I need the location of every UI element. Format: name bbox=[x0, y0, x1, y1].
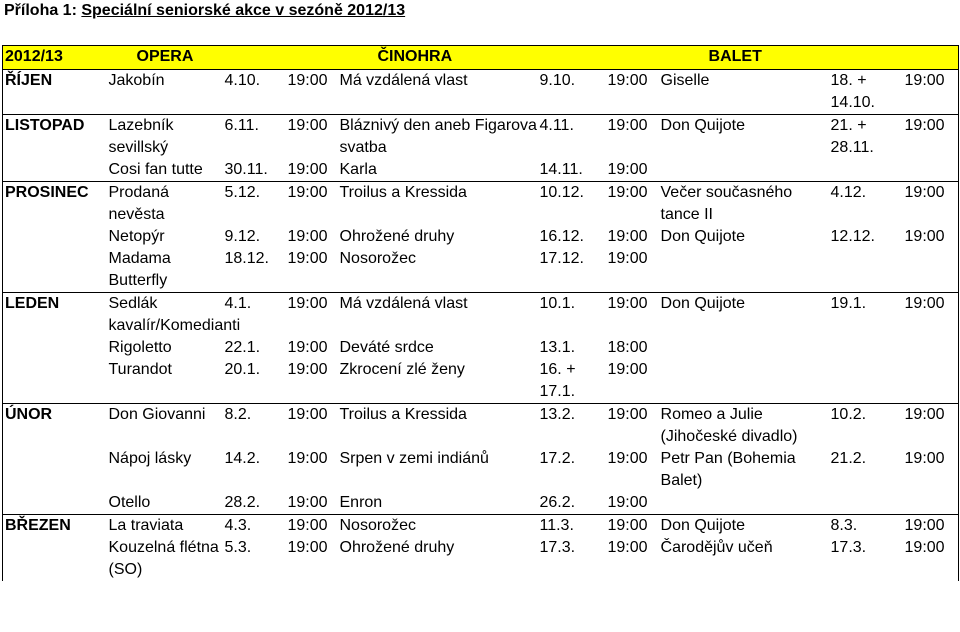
header-opera: OPERA bbox=[107, 46, 338, 70]
o-title-cell: Nápoj lásky bbox=[108, 450, 192, 467]
title-main: Speciální seniorské akce v sezóně 2012/13 bbox=[81, 2, 406, 19]
o-title-cell: Otello bbox=[108, 494, 151, 511]
b-time-cell: 19:00 bbox=[903, 226, 959, 248]
month-cell: ÚNOR bbox=[3, 404, 107, 449]
table-row bbox=[3, 248, 959, 293]
c-title-cell: Troilus a Kressida bbox=[338, 182, 538, 227]
o-title-cell: Madama Butterfly bbox=[108, 250, 171, 289]
c-time-cell: 19:00 bbox=[607, 250, 648, 267]
c-title-cell: Nosorožec bbox=[338, 515, 538, 538]
b-time-cell: 19:00 bbox=[903, 70, 959, 115]
c-title-cell: Zkrocení zlé ženy bbox=[339, 361, 465, 378]
b-time-cell: 19:00 bbox=[903, 404, 959, 449]
o-date-cell: 4.1. bbox=[223, 293, 286, 338]
b-date-cell bbox=[829, 159, 903, 182]
c-date-cell: 10.1. bbox=[538, 293, 606, 338]
table-row bbox=[3, 537, 959, 581]
b-title-cell: Čarodějův učeň bbox=[660, 539, 773, 556]
c-title-cell: Ohrožené druhy bbox=[339, 539, 455, 556]
c-date-cell: 10.12. bbox=[538, 182, 606, 227]
table-row bbox=[3, 293, 959, 338]
c-time-cell: 19:00 bbox=[606, 115, 659, 160]
c-date-cell: 16.12. bbox=[539, 228, 584, 245]
c-time-cell: 19:00 bbox=[606, 293, 659, 338]
table-row bbox=[3, 70, 959, 115]
o-title-cell: La traviata bbox=[107, 515, 223, 538]
o-time-cell: 19:00 bbox=[287, 228, 328, 245]
c-time-cell: 19:00 bbox=[606, 515, 659, 538]
month-cell bbox=[3, 226, 107, 248]
header-cinohra: ČINOHRA bbox=[338, 46, 659, 70]
o-time-cell: 19:00 bbox=[286, 404, 338, 449]
b-title-cell: Petr Pan (Bohemia Balet) bbox=[660, 450, 796, 489]
c-time-cell: 18:00 bbox=[607, 339, 648, 356]
o-time-cell: 19:00 bbox=[287, 450, 328, 467]
o-date-cell: 20.1. bbox=[224, 361, 261, 378]
c-time-cell: 19:00 bbox=[607, 361, 648, 378]
month-cell bbox=[3, 159, 107, 182]
c-time-cell: 19:00 bbox=[607, 539, 648, 556]
table-row bbox=[3, 404, 959, 449]
month-cell bbox=[3, 537, 107, 581]
o-title-cell: Kouzelná flétna (SO) bbox=[108, 539, 219, 578]
b-time-cell bbox=[903, 159, 959, 182]
b-time-cell: 19:00 bbox=[903, 515, 959, 538]
o-date-cell: 8.2. bbox=[223, 404, 286, 449]
b-title-cell: Don Quijote bbox=[659, 115, 829, 160]
b-title-cell: Večer současného tance II bbox=[659, 182, 829, 227]
o-title-cell: Jakobín bbox=[107, 70, 223, 115]
b-title-cell: Romeo a Julie (Jihočeské divadlo) bbox=[659, 404, 829, 449]
o-date-cell: 4.3. bbox=[223, 515, 286, 538]
c-date-cell: 9.10. bbox=[538, 70, 606, 115]
c-date-cell: 16. + 17.1. bbox=[539, 361, 576, 400]
o-date-cell: 4.10. bbox=[223, 70, 286, 115]
c-title-cell: Má vzdálená vlast bbox=[338, 70, 538, 115]
b-time-cell: 19:00 bbox=[903, 448, 959, 492]
b-title-cell: Don Quijote bbox=[659, 515, 829, 538]
table-row bbox=[3, 515, 959, 538]
month-cell: LEDEN bbox=[3, 293, 107, 338]
o-title-cell: Rigoletto bbox=[108, 339, 172, 356]
o-date-cell: 18.12. bbox=[224, 250, 269, 267]
b-title-cell bbox=[659, 159, 829, 182]
b-date-cell: 18. + 14.10. bbox=[829, 70, 903, 115]
b-date-cell: 8.3. bbox=[829, 515, 903, 538]
table-row bbox=[3, 115, 959, 160]
o-title-cell: Netopýr bbox=[108, 228, 165, 245]
b-date-cell: 19.1. bbox=[829, 293, 903, 338]
o-date-cell: 22.1. bbox=[224, 339, 261, 356]
schedule-table bbox=[2, 45, 959, 581]
b-date-cell: 21.2. bbox=[830, 450, 867, 467]
c-date-cell: 14.11. bbox=[539, 161, 583, 178]
b-time-cell bbox=[903, 492, 959, 515]
month-cell bbox=[3, 492, 107, 515]
table-row bbox=[3, 492, 959, 515]
month-cell bbox=[3, 448, 107, 492]
o-title-cell: Lazebník sevillský bbox=[107, 115, 223, 160]
c-title-cell: Srpen v zemi indiánů bbox=[339, 450, 489, 467]
header-row bbox=[3, 46, 959, 70]
b-title-cell: Giselle bbox=[659, 70, 829, 115]
b-time-cell bbox=[903, 337, 959, 359]
c-time-cell: 19:00 bbox=[606, 70, 659, 115]
c-date-cell: 17.2. bbox=[539, 450, 576, 467]
b-title-cell bbox=[659, 248, 829, 293]
month-cell bbox=[3, 359, 107, 404]
table-row bbox=[3, 337, 959, 359]
o-time-cell: 19:00 bbox=[286, 182, 338, 227]
c-date-cell: 11.3. bbox=[538, 515, 606, 538]
c-title-cell: Nosorožec bbox=[339, 250, 416, 267]
c-title-cell: Enron bbox=[339, 494, 383, 511]
o-date-cell: 6.11. bbox=[223, 115, 286, 160]
table-row bbox=[3, 359, 959, 404]
header-balet: BALET bbox=[659, 46, 959, 70]
c-time-cell: 19:00 bbox=[607, 494, 648, 511]
table-row bbox=[3, 159, 959, 182]
c-title-cell: Deváté srdce bbox=[339, 339, 434, 356]
b-date-cell: 17.3. bbox=[830, 539, 867, 556]
b-title-cell: Don Quijote bbox=[659, 293, 829, 338]
c-title-cell: Ohrožené druhy bbox=[339, 228, 455, 245]
o-time-cell: 19:00 bbox=[287, 161, 328, 178]
o-time-cell: 19:00 bbox=[286, 70, 338, 115]
o-title-cell: Don Giovanni bbox=[107, 404, 223, 449]
page-title bbox=[4, 2, 405, 20]
c-date-cell: 26.2. bbox=[539, 494, 576, 511]
header-season: 2012/13 bbox=[3, 46, 107, 70]
b-date-cell: 4.12. bbox=[829, 182, 903, 227]
o-time-cell: 19:00 bbox=[287, 539, 328, 556]
month-cell: LISTOPAD bbox=[3, 115, 107, 160]
month-cell bbox=[3, 337, 107, 359]
title-prefix: Příloha 1: bbox=[4, 2, 82, 19]
c-time-cell: 19:00 bbox=[606, 404, 659, 449]
c-title-cell: Troilus a Kressida bbox=[338, 404, 538, 449]
c-date-cell: 17.3. bbox=[539, 539, 576, 556]
schedule-body bbox=[3, 70, 959, 582]
o-title-cell: Cosi fan tutte bbox=[108, 161, 203, 178]
c-title-cell: Bláznivý den aneb Figarova svatba bbox=[338, 115, 538, 160]
b-date-cell bbox=[829, 492, 903, 515]
b-date-cell: 12.12. bbox=[830, 228, 875, 245]
table-row bbox=[3, 448, 959, 492]
b-title-cell bbox=[659, 359, 829, 404]
o-time-cell: 19:00 bbox=[286, 115, 338, 160]
b-time-cell: 19:00 bbox=[903, 293, 959, 338]
b-title-cell bbox=[659, 337, 829, 359]
c-title-cell: Karla bbox=[339, 161, 377, 178]
o-date-cell: 14.2. bbox=[224, 450, 261, 467]
month-cell: PROSINEC bbox=[3, 182, 107, 227]
c-date-cell: 4.11. bbox=[538, 115, 606, 160]
o-date-cell: 28.2. bbox=[224, 494, 261, 511]
c-date-cell: 13.2. bbox=[538, 404, 606, 449]
month-cell: ŘÍJEN bbox=[3, 70, 107, 115]
o-date-cell: 9.12. bbox=[224, 228, 261, 245]
table-row bbox=[3, 226, 959, 248]
o-date-cell: 30.11. bbox=[224, 161, 268, 178]
c-time-cell: 19:00 bbox=[606, 182, 659, 227]
c-time-cell: 19:00 bbox=[607, 228, 648, 245]
b-time-cell bbox=[903, 248, 959, 293]
o-time-cell: 19:00 bbox=[286, 293, 338, 338]
o-time-cell: 19:00 bbox=[287, 494, 328, 511]
c-date-cell: 13.1. bbox=[539, 339, 576, 356]
c-title-cell: Má vzdálená vlast bbox=[338, 293, 538, 338]
c-date-cell: 17.12. bbox=[539, 250, 584, 267]
b-date-cell: 10.2. bbox=[829, 404, 903, 449]
b-time-cell: 19:00 bbox=[903, 182, 959, 227]
table-row bbox=[3, 182, 959, 227]
month-cell: BŘEZEN bbox=[3, 515, 107, 538]
o-title-cell: Turandot bbox=[108, 361, 172, 378]
c-time-cell: 19:00 bbox=[607, 450, 648, 467]
c-time-cell: 19:00 bbox=[607, 161, 648, 178]
month-cell bbox=[3, 248, 107, 293]
o-time-cell: 19:00 bbox=[287, 250, 328, 267]
o-time-cell: 19:00 bbox=[286, 515, 338, 538]
b-date-cell bbox=[829, 248, 903, 293]
b-date-cell: 21. + 28.11. bbox=[829, 115, 903, 160]
o-date-cell: 5.3. bbox=[224, 539, 252, 556]
b-date-cell bbox=[829, 359, 903, 404]
b-time-cell: 19:00 bbox=[903, 537, 959, 581]
o-time-cell: 19:00 bbox=[287, 339, 328, 356]
b-date-cell bbox=[829, 337, 903, 359]
b-time-cell bbox=[903, 359, 959, 404]
o-title-cell: Prodaná nevěsta bbox=[107, 182, 223, 227]
o-time-cell: 19:00 bbox=[287, 361, 328, 378]
b-title-cell bbox=[659, 492, 829, 515]
o-title-cell: Sedlák kavalír/Komedianti bbox=[107, 293, 223, 338]
b-time-cell: 19:00 bbox=[903, 115, 959, 160]
o-date-cell: 5.12. bbox=[223, 182, 286, 227]
b-title-cell: Don Quijote bbox=[660, 228, 746, 245]
